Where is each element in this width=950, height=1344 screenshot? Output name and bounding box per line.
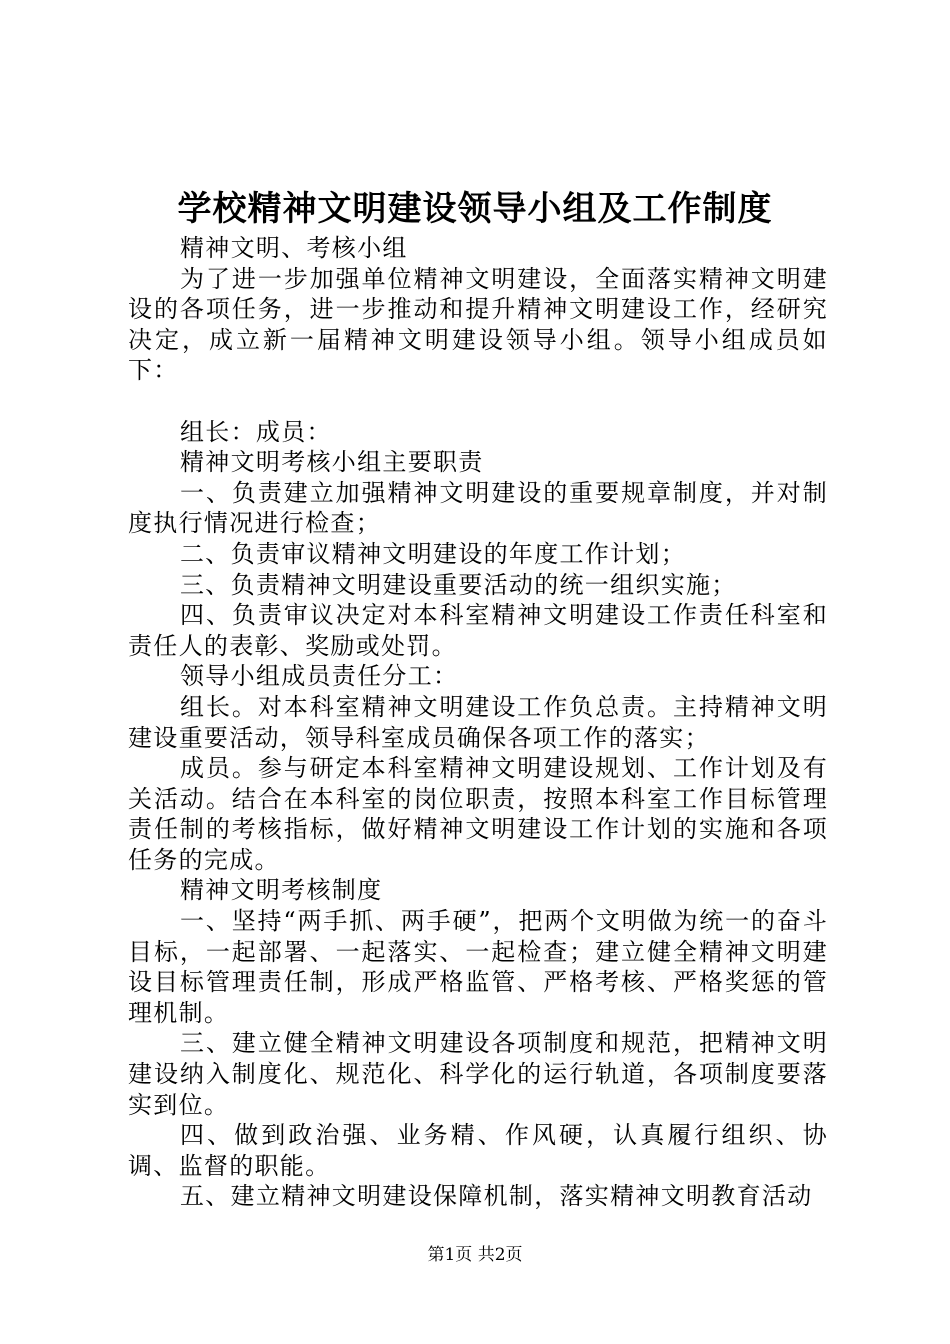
document-title: 学校精神文明建设领导小组及工作制度 <box>177 189 773 229</box>
paragraph-duty-2: 二、负责审议精神文明建设的年度工作计划； <box>180 539 686 568</box>
section-heading-duties: 精神文明考核小组主要职责 <box>180 448 484 477</box>
paragraph-duty-1: 一、负责建立加强精神文明建设的重要规章制度，并对制度执行情况进行检查； <box>128 478 828 538</box>
page-footer: 第1页 共2页 <box>427 1245 523 1265</box>
paragraph-rule-3: 三、建立健全精神文明建设各项制度和规范，把精神文明建设纳入制度化、规范化、科学化的运行轨道，各项制度要落实到位。 <box>128 1029 828 1119</box>
paragraph-rule-4: 四、做到政治强、业务精、作风硬，认真履行组织、协调、监督的职能。 <box>128 1121 828 1180</box>
paragraph-rule-1: 一、坚持“两手抓、两手硬”，把两个文明做为统一的奋斗目标，一起部署、一起落实、一起检查；建立健全精神文明建设目标管理责任制，形成严格监管、严格考核、严格奖惩的管理机制。 <box>128 907 828 1027</box>
section-heading-exam-system: 精神文明考核制度 <box>180 876 383 905</box>
paragraph-duty-4: 四、负责审议决定对本科室精神文明建设工作责任科室和责任人的表彰、奖励或处罚。 <box>128 601 828 660</box>
paragraph-member-role: 成员。参与研定本科室精神文明建设规划、工作计划及有关活动。结合在本科室的岗位职责，按照本科室工作目标管理责任制的考核指标，做好精神文明建设工作计划的实施和各项任务的完成。 <box>128 754 828 874</box>
paragraph-duty-3: 三、负责精神文明建设重要活动的统一组织实施； <box>180 570 737 599</box>
paragraph-rule-5: 五、建立精神文明建设保障机制，落实精神文明教育活动 <box>180 1182 813 1211</box>
document-body <box>128 233 828 1212</box>
paragraph-intro: 为了进一步加强单位精神文明建设，全面落实精神文明建设的各项任务，进一步推动和提升精神文明建设工作，经研究决定，成立新一届精神文明建设领导小组。领导小组成员如下： <box>128 264 828 385</box>
section-heading-responsibilities: 领导小组成员责任分工： <box>180 662 459 691</box>
paragraph-members: 组长：成员： <box>180 417 332 446</box>
paragraph-leader-role: 组长。对本科室精神文明建设工作负总责。主持精神文明建设重要活动，领导科室成员确保各项工作的落实； <box>128 692 828 752</box>
paragraph-exam-group: 精神文明、考核小组 <box>180 234 408 262</box>
